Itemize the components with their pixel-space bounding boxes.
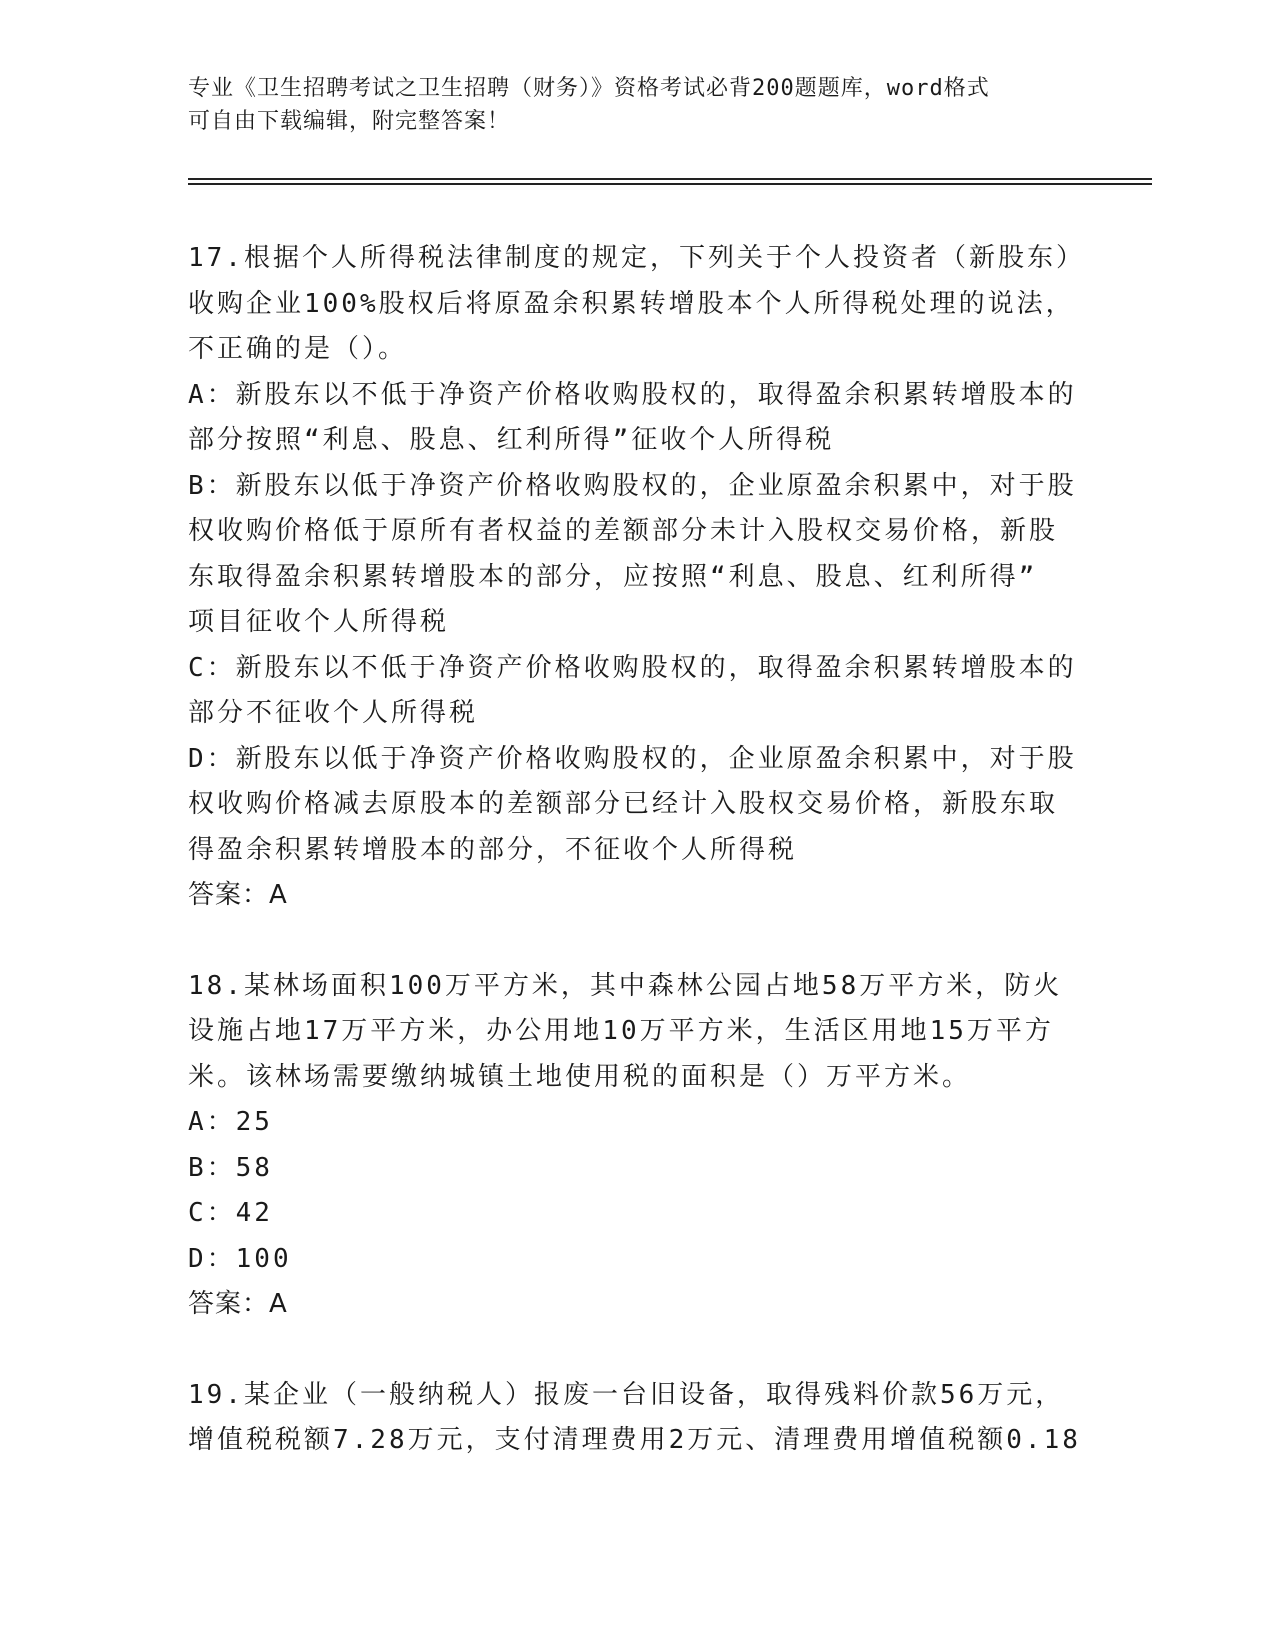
option-line: 得盈余积累转增股本的部分，不征收个人所得税	[188, 834, 798, 865]
question-18	[188, 964, 1088, 1328]
option-line: 项目征收个人所得税	[188, 607, 450, 637]
option-line: 权收购价格减去原股本的差额部分已经计入股权交易价格，新股东取	[188, 789, 1059, 819]
option-line: A：25	[188, 1107, 273, 1137]
question-stem-line: 米。该林场需要缴纳城镇土地使用税的面积是（）万平方米。	[188, 1061, 972, 1092]
question-spacer	[188, 1328, 1088, 1373]
question-stem-line: 19.某企业（一般纳税人）报废一台旧设备，取得残料价款56万元，	[188, 1379, 1065, 1410]
question-stem-line: 18.某林场面积100万平方米，其中森林公园占地58万平方米，防火	[188, 970, 1063, 1001]
header-line-2: 可自由下载编辑，附完整答案！	[188, 109, 511, 134]
document-header	[188, 72, 1088, 138]
option-line: B：新股东以低于净资产价格收购股权的，企业原盈余积累中，对于股	[188, 470, 1077, 501]
question-stem-line: 不正确的是（）。	[188, 334, 408, 364]
question-spacer	[188, 919, 1088, 964]
header-line-1: 专业《卫生招聘考试之卫生招聘（财务）》资格考试必背200题题库，word格式	[188, 76, 990, 101]
question-17	[188, 236, 1088, 919]
option-line: D：100	[188, 1243, 292, 1274]
option-line: 部分按照“利息、股息、红利所得”征收个人所得税	[188, 425, 835, 455]
header-divider-bottom	[188, 183, 1152, 185]
option-line: B：58	[188, 1152, 273, 1183]
header-divider-top	[188, 178, 1152, 180]
option-line: 权收购价格低于原所有者权益的差额部分未计入股权交易价格，新股	[188, 516, 1059, 546]
option-line: C：新股东以不低于净资产价格收购股权的，取得盈余积累转增股本的	[188, 652, 1077, 683]
option-line: 东取得盈余积累转增股本的部分，应按照“利息、股息、红利所得”	[188, 561, 1038, 592]
question-stem-line: 增值税税额7.28万元，支付清理费用2万元、清理费用增值税额0.18	[188, 1425, 1081, 1455]
question-stem-line: 收购企业100%股权后将原盈余积累转增股本个人所得税处理的说法，	[188, 288, 1075, 319]
question-list	[188, 236, 1088, 1464]
option-line: D：新股东以低于净资产价格收购股权的，企业原盈余积累中，对于股	[188, 743, 1077, 774]
option-line: A：新股东以不低于净资产价格收购股权的，取得盈余积累转增股本的	[188, 379, 1077, 410]
question-stem-line: 17.根据个人所得税法律制度的规定，下列关于个人投资者（新股东）	[188, 243, 1085, 273]
option-line: C：42	[188, 1198, 273, 1228]
question-stem-line: 设施占地17万平方米，办公用地10万平方米，生活区用地15万平方	[188, 1016, 1054, 1046]
question-19	[188, 1373, 1088, 1464]
option-line: 部分不征收个人所得税	[188, 698, 479, 728]
answer-line: 答案：A	[188, 880, 288, 910]
answer-line: 答案：A	[188, 1289, 288, 1319]
